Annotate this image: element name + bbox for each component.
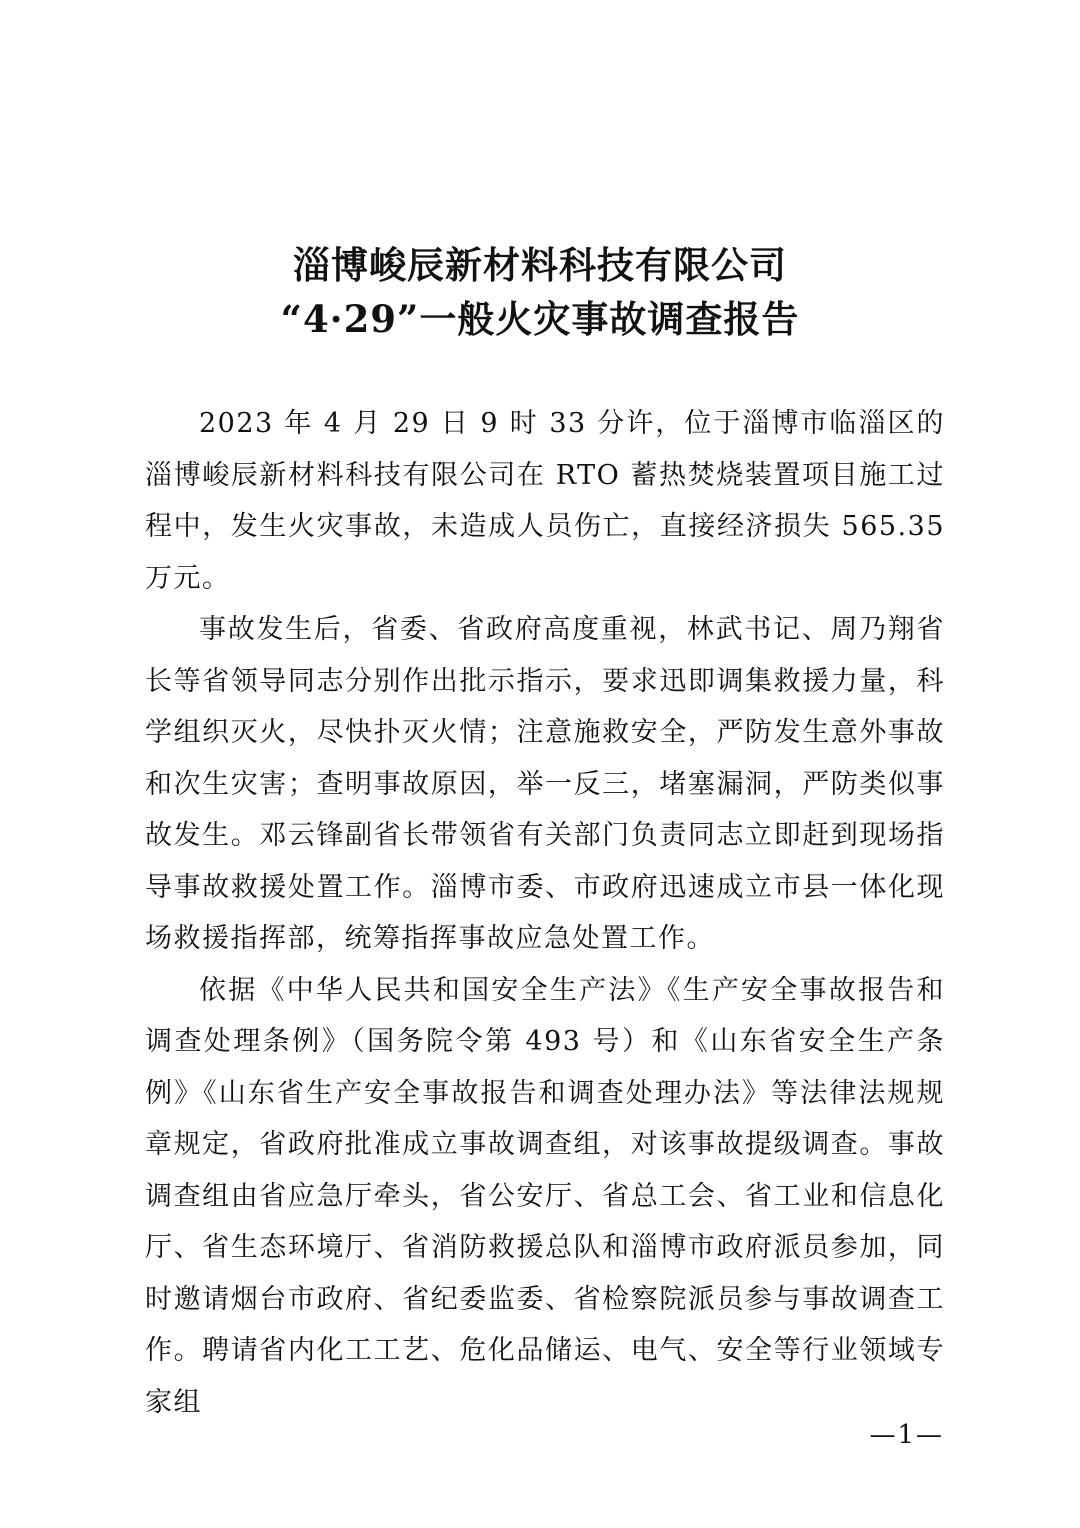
- page-number: —1—: [869, 1420, 944, 1450]
- document-title: [100, 238, 980, 346]
- title-line-report: “4·29”一般火灾事故调查报告: [280, 297, 800, 341]
- document-body: [145, 398, 945, 1428]
- title-line-company: 淄博峻辰新材料科技有限公司: [293, 243, 787, 287]
- paragraph-accident-summary: 2023 年 4 月 29 日 9 时 33 分许，位于淄博市临淄区的淄博峻辰新材料科技有限公司在 RTO 蓄热焚烧装置项目施工过程中，发生火灾事故，未造成人员伤亡，直接经济损失 565.35 万元。: [145, 408, 945, 594]
- paragraph-investigation-basis: 依据《中华人民共和国安全生产法》《生产安全事故报告和调查处理条例》（国务院令第 493 号）和《山东省安全生产条例》《山东省生产安全事故报告和调查处理办法》等法律法规规章规定，省政府批准成立事故调查组，对该事故提级调查。事故调查组由省应急厅牵头，省公安厅、省总工会、省工业和信息化厅、省生态环境厅、省消防救援总队和淄博市政府派员参加，同时邀请烟台市政府、省纪委监委、省检察院派员参与事故调查工作。聘请省内化工工艺、危化品储运、电气、安全等行业领域专家组: [145, 974, 945, 1418]
- paragraph-response: 事故发生后，省委、省政府高度重视，林武书记、周乃翔省长等省领导同志分别作出批示指示，要求迅即调集救援力量，科学组织灭火，尽快扑灭火情；注意施救安全，严防发生意外事故和次生灾害；查明事故原因，举一反三，堵塞漏洞，严防类似事故发生。邓云锋副省长带领省有关部门负责同志立即赶到现场指导事故救援处置工作。淄博市委、市政府迅速成立市县一体化现场救援指挥部，统筹指挥事故应急处置工作。: [145, 614, 945, 954]
